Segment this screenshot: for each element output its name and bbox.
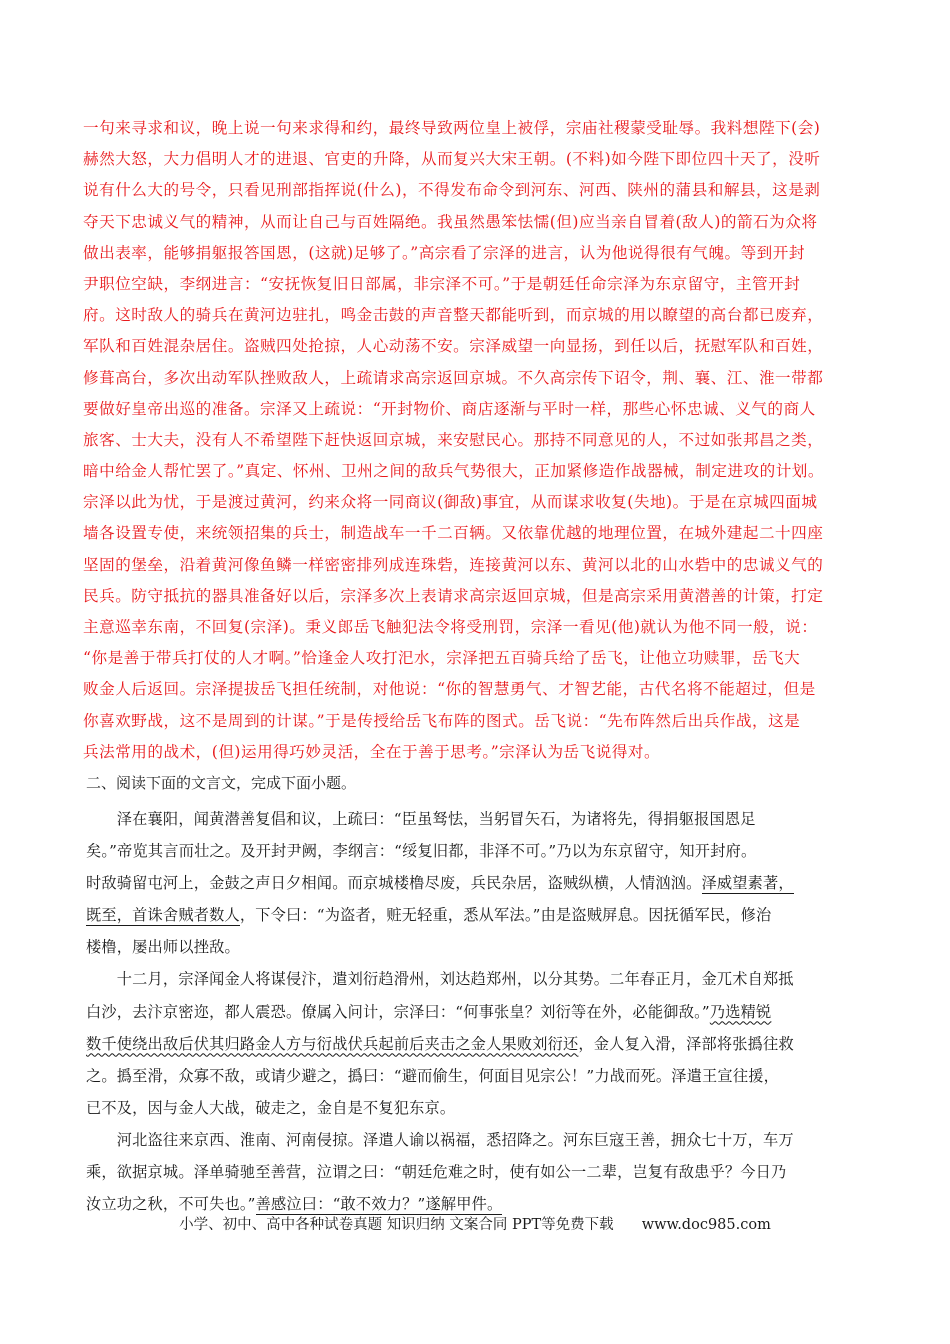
passage-text: 时敌骑留屯河上，金鼓之声日夕相闻。而京城楼橹尽废，兵民杂居，盗贼纵横，人情汹汹。 xyxy=(86,874,702,893)
passage-line: 十二月，宗泽闻金人将谋侵汴，遣刘衍趋滑州，刘达趋郑州，以分其势。二年春正月，金兀术自郑抵 xyxy=(86,970,794,989)
section-heading: 二、阅读下面的文言文，完成下面小题。 xyxy=(86,774,357,792)
translation-text xyxy=(83,113,873,768)
translation-line: 要做好皇帝出巡的准备。宗泽又上疏说：“开封物价、商店逐渐与平时一样，那些心怀忠诚、义气的商人 xyxy=(83,399,816,418)
translation-line: 坚固的堡垒，沿着黄河像鱼鳞一样密密排列成连珠砦，连接黄河以东、黄河以北的山水砦中的忠诚义气的 xyxy=(83,555,824,574)
passage-line xyxy=(86,996,876,1028)
classical-passage xyxy=(86,803,876,1220)
passage-line xyxy=(86,899,876,931)
wavy-underlined-sentence: 乃选精锐 xyxy=(709,1002,772,1021)
translation-line: 尹职位空缺，李纲进言：“安抚恢复旧日部属，非宗泽不可。”于是朝廷任命宗泽为东京留守，主管开封 xyxy=(83,274,801,293)
translation-line: 旅客、士大夫，没有人不希望陛下赶快返回京城，来安慰民心。那持不同意见的人，不过如张邦昌之类， xyxy=(83,430,824,449)
passage-line: 楼橹，屡出师以挫敌。 xyxy=(86,938,240,957)
footer-text: 小学、初中、高中各种试卷真题 知识归纳 文案合同 PPT等免费下载 xyxy=(179,1217,614,1233)
passage-line: 已不及，因与金人大战，破走之，金自是不复犯东京。 xyxy=(86,1098,456,1117)
underlined-sentence: 泽威望素著， xyxy=(701,874,794,893)
page-footer xyxy=(0,1213,950,1234)
translation-line: 做出表率，能够捐躯报答国恩，(这就)足够了。”高宗看了宗泽的进言，认为他说得很有气魄。等到开封 xyxy=(83,243,805,262)
translation-line: 暗中给金人帮忙罢了。”真定、怀州、卫州之间的敌兵气势很大，正加紧修造作战器械，制定进攻的计划。 xyxy=(83,462,824,481)
translation-line: 你喜欢野战，这不是周到的计谋。”于是传授给岳飞布阵的图式。岳飞说：“先布阵然后出兵作战，这是 xyxy=(83,711,801,730)
translation-line: 败金人后返回。宗泽提拔岳飞担任统制，对他说：“你的智慧勇气、才智艺能，古代名将不能超过，但是 xyxy=(83,680,816,699)
passage-text: 汝立功之秋，不可失也。” xyxy=(86,1195,256,1214)
translation-line: 赫然大怒，大力倡明人才的进退、官吏的升降，从而复兴大宋王朝。(不料)如今陛下即位四十天了，没听 xyxy=(83,150,821,169)
underlined-sentence: 既至，首诛舍贼者数人 xyxy=(86,906,240,925)
wavy-underlined-sentence: 数千使绕出敌后伏其归路金人方与衍战伏兵起前后夹击之金人果败刘衍还 xyxy=(86,1034,579,1053)
passage-text: ，金人复入滑，泽部将张撝往救 xyxy=(578,1034,794,1053)
translation-line: 一句来寻求和议，晚上说一句来求得和约，最终导致两位皇上被俘，宗庙社稷蒙受耻辱。我料想陛下(会) xyxy=(83,119,821,137)
passage-line: 泽在襄阳，闻黄潜善复倡和议，上疏曰：“臣虽驽怯，当躬冒矢石，为诸将先，得捐躯报国恩足 xyxy=(86,810,756,828)
translation-line: 兵法常用的战术，(但)运用得巧妙灵活，全在于善于思考。”宗泽认为岳飞说得对。 xyxy=(83,742,661,761)
underlined-sentence: 善感泣曰：“敢不效力？”遂解甲件。 xyxy=(255,1195,503,1214)
passage-line: 乘，欲据京城。泽单骑驰至善营，泣谓之曰：“朝廷危难之时，使有如公一二辈，岂复有敌患乎？今日乃 xyxy=(86,1163,787,1182)
passage-line xyxy=(86,867,876,899)
translation-line: 军队和百姓混杂居住。盗贼四处抢掠，人心动荡不安。宗泽威望一向显扬，到任以后，抚慰军队和百姓， xyxy=(83,337,824,356)
passage-line: 之。撝至滑，众寡不敌，或请少避之，撝曰：“避而偷生，何面目见宗公！”力战而死。泽遣王宣往援， xyxy=(86,1066,779,1085)
translation-line: “你是善于带兵打仗的人才啊。”恰逢金人攻打汜水，宗泽把五百骑兵给了岳飞，让他立功赎罪，岳飞大 xyxy=(83,649,801,668)
passage-text: 白沙，去汴京密迩，都人震恐。僚属入问计，宗泽曰：“何事张皇？刘衍等在外，必能御敌。” xyxy=(86,1002,710,1021)
footer-url[interactable]: www.doc985.com xyxy=(641,1217,771,1233)
passage-line: 矣。”帝览其言而壮之。及开封尹阙，李纲言：“绥复旧都，非泽不可。”乃以为东京留守，知开封府。 xyxy=(86,842,757,861)
translation-line: 说有什么大的号令，只看见刑部指挥说(什么)，不得发布命令到河东、河西、陕州的蒲县和解县，这是剥 xyxy=(83,181,821,200)
passage-line: 河北盗往来京西、淮南、河南侵掠。泽遣人谕以祸福，悉招降之。河东巨寇王善，拥众七十万，车万 xyxy=(86,1130,794,1149)
translation-line: 墙各设置专使，来统领招集的兵士，制造战车一千二百辆。又依靠优越的地理位置，在城外建起二十四座 xyxy=(83,524,824,543)
passage-line xyxy=(86,1028,876,1060)
translation-line: 夺天下忠诚义气的精神，从而让自己与百姓隔绝。我虽然愚笨怯懦(但)应当亲自冒着(敌人)的箭石为众将 xyxy=(83,212,818,231)
translation-line: 府。这时敌人的骑兵在黄河边驻扎，鸣金击鼓的声音整天都能听到，而京城的用以瞭望的高台都已废弃， xyxy=(83,306,824,325)
translation-line: 主意巡幸东南，不回复(宗泽)。秉义郎岳飞触犯法令将受刑罚，宗泽一看见(他)就认为他不同一般，说： xyxy=(83,618,818,636)
translation-line: 民兵。防守抵抗的器具准备好以后，宗泽多次上表请求高宗返回京城，但是高宗采用黄潜善的计策，打定 xyxy=(83,586,824,605)
translation-line: 修葺高台，多次出动军队挫败敌人，上疏请求高宗返回京城。不久高宗传下诏令，荆、襄、江、淮一带都 xyxy=(83,368,824,387)
translation-line: 宗泽以此为忧，于是渡过黄河，约来众将一同商议(御敌)事宜，从而谋求收复(失地)。于是在京城四面城 xyxy=(83,493,818,512)
passage-text: ，下令曰：“为盗者，赃无轻重，悉从军法。”由是盗贼屏息。因抚循军民，修治 xyxy=(239,906,772,925)
